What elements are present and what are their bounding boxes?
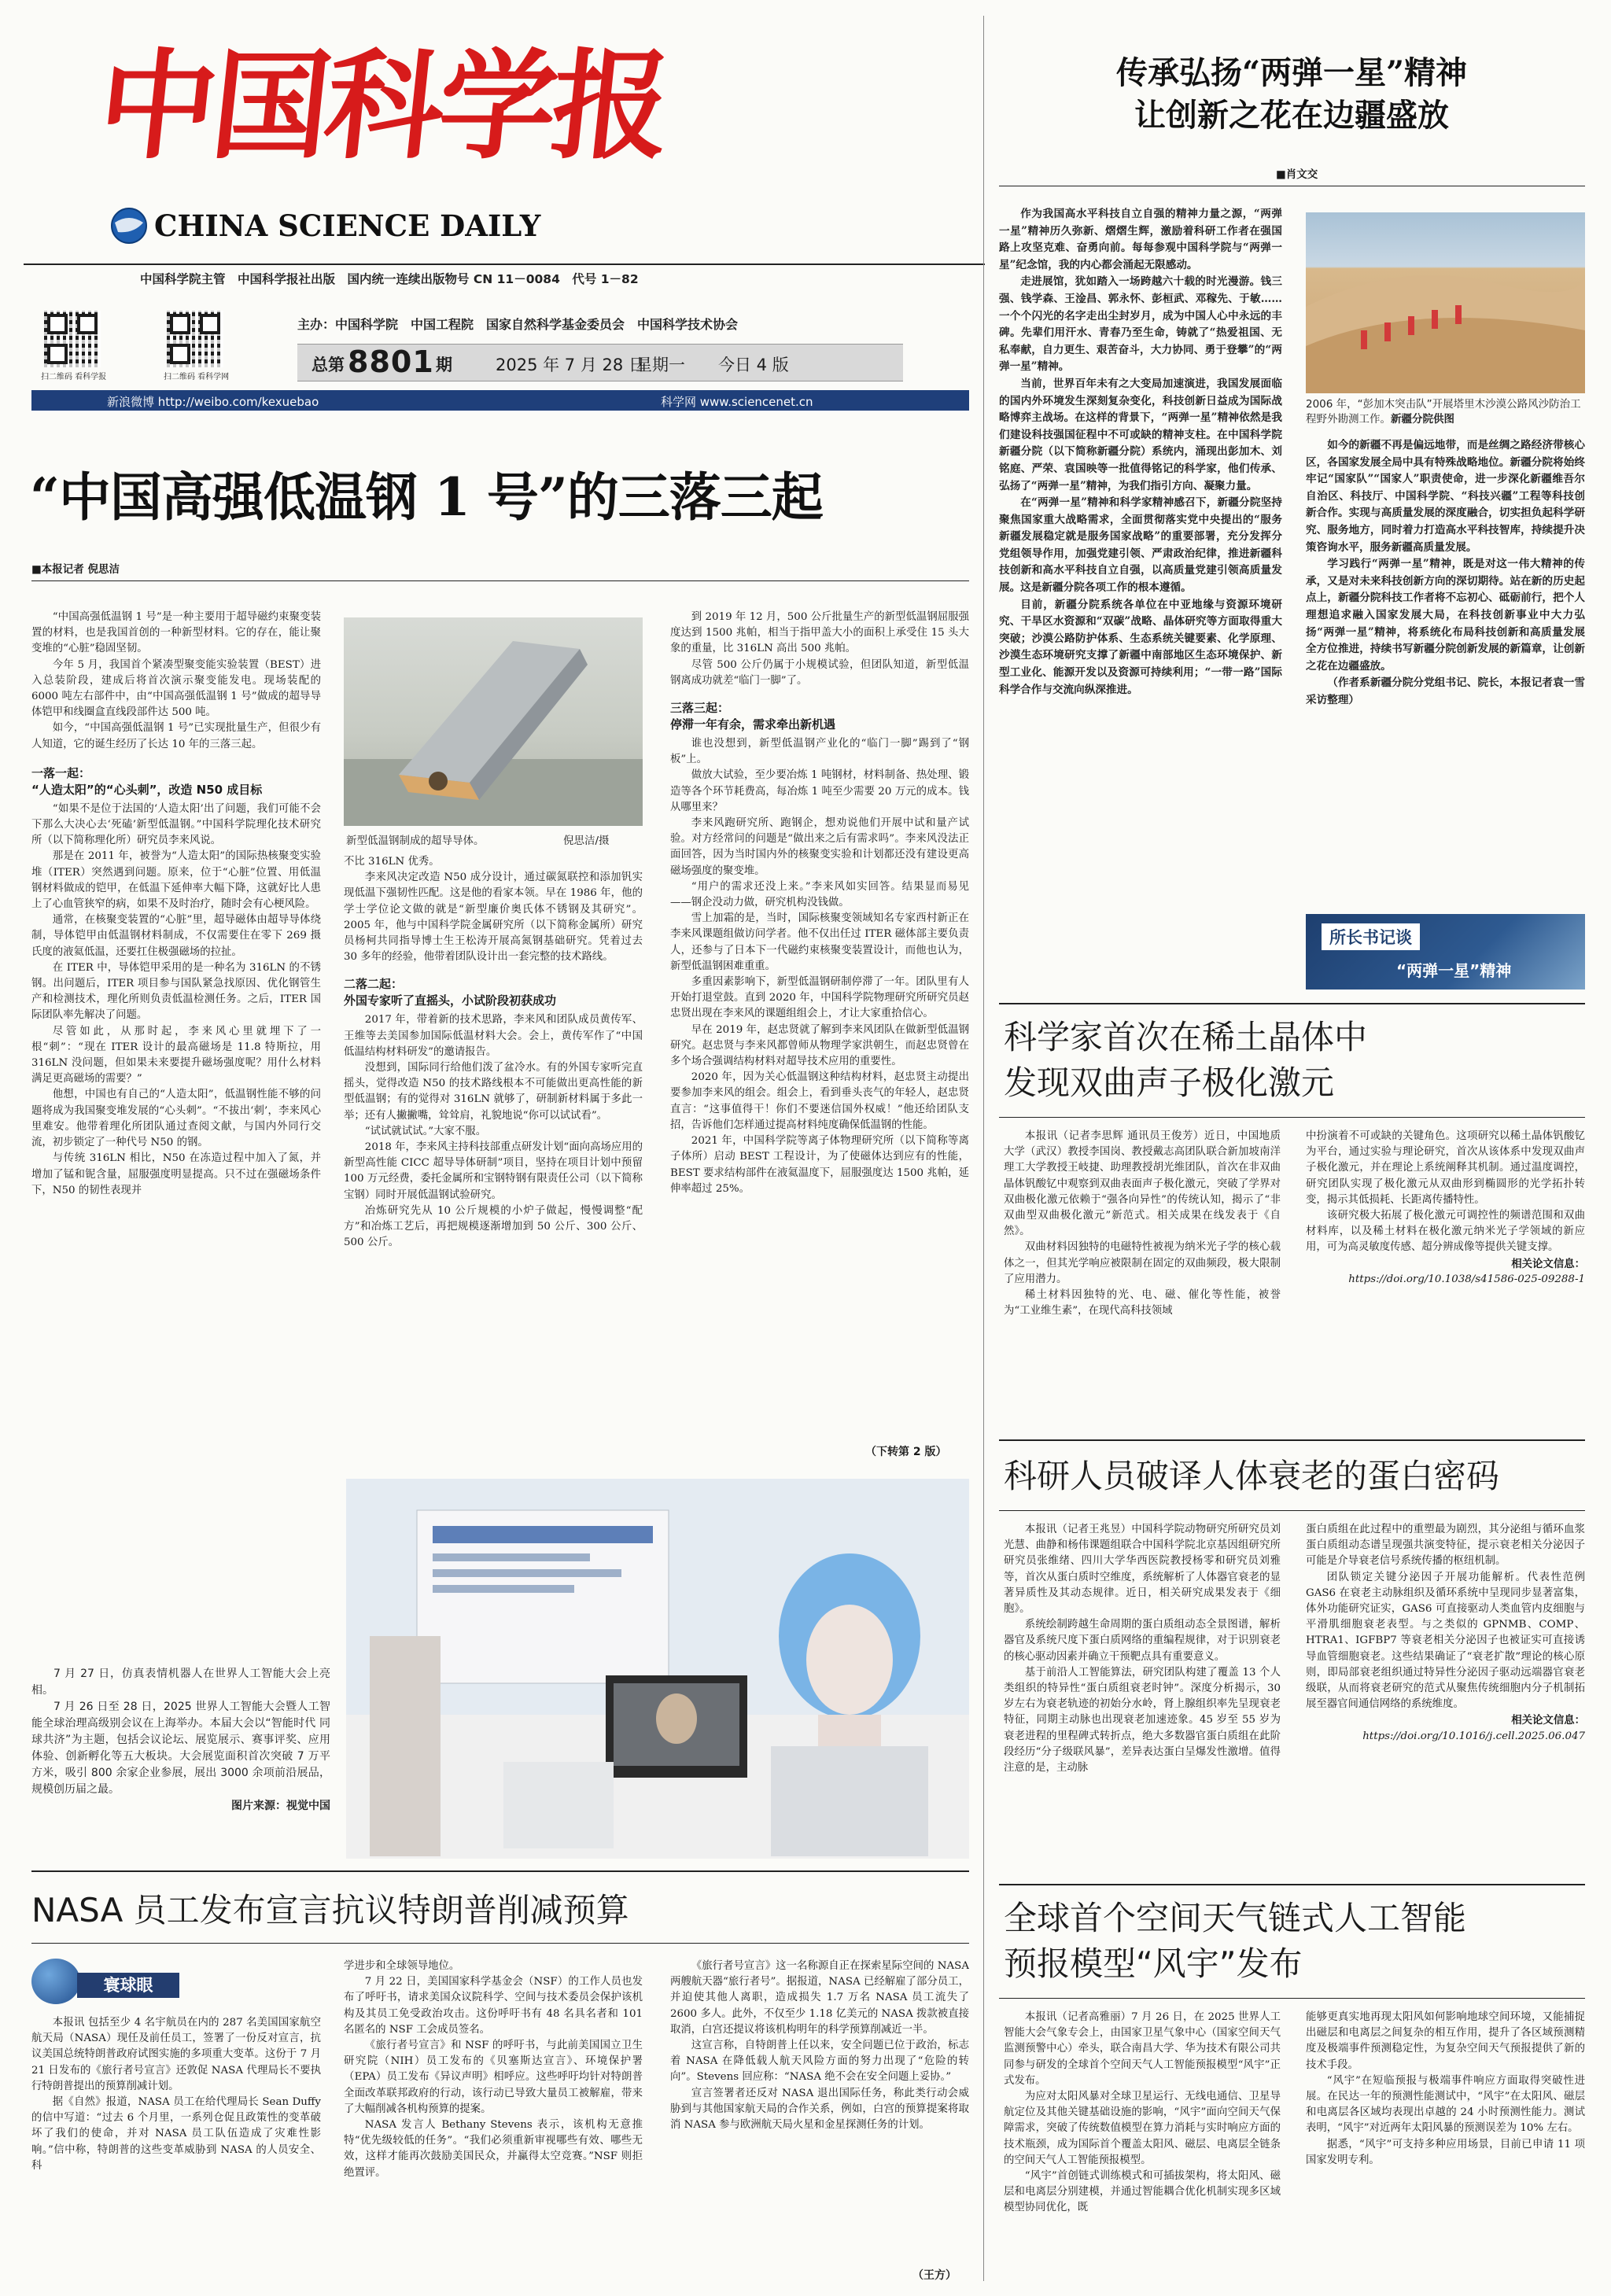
masthead-rule (24, 264, 985, 265)
lead-para: 李来风决定改造 N50 成分设计，通过碳氮联控和添加钒实现低温下强韧性匹配。这是他的看家本领。早在 1986 年，他的学士学位论文做的就是“新型廉价奥氏体不锈钢及其研究”。2005 年，他与中国科学院金属研究所（以下简称金属所）研究员杨柯共同指导博士生王松涛开展高氮钢基础研究。凭着过去 30 多年的经验，他带着团队设计出一套完整的技术路线。 (344, 872, 643, 964)
right3-para: 本报讯（记者高雅丽）7 月 26 日，在 2025 世界人工智能大会气象专会上，由国家卫星气象中心（国家空间天气监测预警中心）牵头，联合南昌大学、华为技术有限公司共同参与研发的全球首个空间天气人工智能预报模型“风宇”正式发布。 (1004, 2011, 1281, 2087)
lead-para: 今年 5 月，我国首个紧凑型聚变能实验装置（BEST）进入总装阶段，建成后将首次演示聚变能发电。现场装配的 6000 吨左右部件中，由“中国高强低温钢 1 号”做成的超导导体铠甲和线圈盒直线段部件达 500 吨。 (31, 658, 321, 719)
nasa-para: NASA 发言人 Bethany Stevens 表示，该机构无意推特“优先级较低的任务”。“我们必须重新审视哪些有效、哪些无效，这样才能再次鼓励美国民众，并赢得太空竞赛。”NSF 则拒绝置评。 (344, 2119, 643, 2179)
lead-subhead-2 (344, 976, 643, 1009)
lead-photo-credit: 倪思洁/摄 (563, 835, 610, 847)
sidebar-photo-credit: 新疆分院供图 (1391, 413, 1454, 426)
nasa-column-2 (344, 1959, 643, 2281)
right2-para: 系统绘制跨越生命周期的蛋白质组动态全景图谱，解析器官及系统尺度下蛋白质网络的重编程规律，对于识别衰老的核心驱动因素并确立干预靶点具有重要意义。 (1004, 1619, 1281, 1663)
right3-title-line-2: 预报模型“风宇”发布 (1004, 1944, 1303, 1983)
nasa-para: 学进步和全球领导地位。 (344, 1960, 460, 1972)
right2-column-a (1004, 1522, 1281, 1868)
right1-column-a (1004, 1129, 1281, 1404)
issue-weekday: 星期一 (636, 356, 685, 374)
lead-column-2 (344, 854, 643, 1452)
lead-subhead-2-text: 外国专家听了直摇头，小试阶段初获成功 (344, 993, 557, 1008)
lead-para: 2021 年，中国科学院等离子体物理研究所（以下简称等离子体所）启动 BEST 工程设计，为了使磁体达到应有的性能，BEST 要求结构部件在液氦温度下，屈服强度达 1500 兆帕，延伸率超过 25%。 (670, 1135, 969, 1195)
qr-code-newspaper[interactable] (44, 311, 101, 367)
right2-para: 本报讯（记者王兆昱）中国科学院动物研究所研究员刘光慧、曲静和杨伟课题组联合中国科学院北京基因组研究所研究员张维绪、四川大学华西医院教授杨零和研究员刘雅等，首次从蛋白质时空维度，系统解析了人体器官衰老的显著异质性及其动态规律。近日，相关研究成果发表于《细胞》。 (1004, 1524, 1281, 1616)
right2-link-url[interactable]: https://doi.org/10.1016/j.cell.2025.06.047 (1362, 1730, 1585, 1742)
qr-code-website[interactable] (167, 311, 223, 367)
issue-suffix: 期 (436, 356, 452, 374)
lead-column-1 (31, 610, 321, 1443)
lead-byline: ■本报记者 倪思洁 (31, 563, 120, 576)
lead-para: 那是在 2011 年，被誉为“人造太阳”的国际热核聚变实验堆（ITER）突然遇到问题。原来，位于“心脏”位置、用低温钢材料做成的铠甲，在低温下延伸率大幅下降，这就好比人患上了心血管狭窄的病，如果不及时治疗，随时会有心梗风险。 (31, 850, 321, 911)
right1-column-b (1306, 1129, 1585, 1404)
right3-title-line-1: 全球首个空间天气链式人工智能 (1004, 1899, 1467, 1937)
lead-para: 与传统 316LN 相比，N50 在冻造过程中加入了氮，并增加了锰和铌含量，屈服强度明显提高。只不过在强磁场条件下，N50 的韧性表现并 (31, 1152, 321, 1196)
right3-title (1004, 1896, 1466, 1987)
right1-para: 双曲材料因独特的电磁特性被视为纳米光子学的核心载体之一，但其光学响应被限制在固定的双曲频段，极大限制了应用潜力。 (1004, 1241, 1281, 1285)
sidebar-para: 如今的新疆不再是偏远地带，而是丝绸之路经济带核心区，各国家发展全局中具有特殊战略地位。新疆分院将始终牢记“国家队”“国家人”职责使命，进一步深化新疆维吾尔自治区、科技厅、中国科学院、“科技兴疆”工程等科技创新合作。实现与高质量发展的深度融合，切实担负起科学研究、服务地方，同时着力打造高水平科技智库，持续提升决策咨询水平，服务新疆高质量发展。 (1306, 439, 1585, 554)
right2-para: 基于前沿人工智能算法，研究团队构建了覆盖 13 个人类组织的特异性“蛋白质组衰老时钟”。深度分析揭示，30 岁左右为衰老轨迹的初始分水岭，肾上腺组织率先呈现衰老特征，同期主动脉也出现衰老加速迹象。45 岁至 55 岁为衰老进程的里程碑式转折点，绝大多数器官蛋白质组在此阶段经历“分子级联风暴”，差异表达蛋白呈爆发性激增。值得注意的是，主动脉 (1004, 1666, 1281, 1775)
masthead-logo: 中国科学报 (91, 37, 673, 175)
sidebar-para: 作为我国高水平科技自立自强的精神力量之源，“两弹一星”精神历久弥新、熠熠生辉，激励着科研工作者在强国路上攻坚克难、奋勇向前。每每参观中国科学院与“两弹一星”纪念馆，我的内心都会涌起无限感动。 (999, 208, 1282, 271)
right1-link-url[interactable]: https://doi.org/10.1038/s41586-025-09288-1 (1348, 1273, 1585, 1285)
sidebar-para: 在“两弹一星”精神和科学家精神感召下，新疆分院坚持聚焦国家重大战略需求，全面贯彻落实党中央提出的“服务新疆发展稳定就是服务国家战略”的重要部署，充分发挥分党组领导作用，加强党建引领、严肃政治纪律，推进新疆科技创新和高水平科技自立自强，以高质量党建引领高质量发展。这是新疆分院各项工作的根本遵循。 (999, 496, 1282, 595)
sidebar-column-a (999, 206, 1282, 949)
lead-subhead-1-text: “人造太阳”的“心头刺”，改造 N50 成目标 (31, 782, 263, 797)
right3-para: “风宇”首创链式训练模式和可插拔架构，将太阳风、磁层和电离层分别建模，并通过智能耦合优化机制实现多区域模型协同优化，既 (1004, 2170, 1281, 2214)
right2-title: 科研人员破译人体衰老的蛋白密码 (1004, 1457, 1500, 1495)
lead-subhead-3-label: 三落三起： (670, 701, 730, 716)
lead-para: 做放大试验，至少要冶炼 1 吨钢材，材料制备、热处理、锻造等各个环节耗费高，每冶炼 1 吨至少需要 20 万元的成本。钱从哪里来？ (670, 769, 969, 813)
column-divider (983, 16, 984, 2281)
robot-caption-line-2: 7 月 26 日至 28 日，2025 世界人工智能大会暨人工智能全球治理高级别会议在上海举办。本届大会以“智能时代 同球共济”为主题，包括会议论坛、展览展示、赛事评奖、应用体验、创新孵化等五大板块。大会展览面积首次突破 7 万平方米，吸引 800 余家企业参展，展出 3000 余项前沿展品，规模创历届之最。 (31, 1701, 330, 1796)
qr-label-1: 扫二维码 看科学报 (41, 373, 107, 381)
right-rule-3 (999, 1884, 1585, 1885)
nasa-column-3 (670, 1959, 969, 2265)
lead-para: 谁也没想到，新型低温钢产业化的“临门一脚”踢到了“钢板”上。 (670, 738, 969, 766)
sidebar-para: 当前，世界百年未有之大变局加速演进，我国发展面临的国内外环境发生深刻复杂变化，科技创新日益成为国际战略博弈主战场。在这样的背景下，“两弹一星”精神依然是我们建设科技强国征程中不可或缺的精神支柱。在中国科学院新疆分院（以下简称新疆分院）系统内，涌现出彭加木、刘铭庭、严荣、袁国映等一批值得铭记的科学家，他们传承、弘扬了“两弹一星”精神，为我们指引方向、凝聚力量。 (999, 377, 1282, 492)
lead-subhead-3-text: 停滞一年有余，需求牵出新机遇 (670, 717, 836, 732)
lead-para: 如今，“中国高强低温钢 1 号”已实现批量生产，但很少有人知道，它的诞生经历了长达 10 年的三落三起。 (31, 722, 321, 750)
right1-rule (999, 1117, 1585, 1118)
lead-subhead-2-label: 二落二起： (344, 977, 404, 992)
right1-para: 稀土材料因独特的光、电、磁、催化等性能，被誉为“工业维生素”，在现代高科技领域 (1004, 1289, 1281, 1318)
lead-para: 尽管 500 公斤仍属于小规模试验，但团队知道，新型低温钢离成功就差“临门一脚”了。 (670, 658, 969, 687)
nasa-title: NASA 员工发布宣言抗议特朗普削减预算 (31, 1891, 629, 1929)
lead-subhead-1-label: 一落一起： (31, 765, 91, 780)
right1-para: 中扮演着不可或缺的关键角色。这项研究以稀土晶体钒酸钇为平台，通过实验与理论研究，首次从该体系中发现双曲声子极化激元，并在理论上系统阐释其机制。通过温度调控，研究团队实现了极化激元从双曲形到椭圆形的光学拓扑转变，揭示其低损耗、长距离传播特性。 (1306, 1130, 1585, 1206)
right2-rule (999, 1510, 1585, 1511)
mid-rule (31, 1870, 969, 1872)
sidebar-photo-caption-text: 2006 年，“彭加木突击队”开展塔里木沙漠公路风沙防治工程野外勘测工作。 (1306, 398, 1581, 426)
website-link[interactable]: 科学网 www.sciencenet.cn (661, 395, 813, 409)
right-rule-1 (999, 1003, 1585, 1004)
sidebar-banner-bottom: “两弹一星”精神 (1396, 961, 1512, 980)
sidebar-photo-desert (1306, 212, 1585, 393)
robot-caption-credit: 图片来源：视觉中国 (231, 1800, 330, 1812)
lead-para: 2020 年，因为关心低温钢这种结构材料，赵忠贤主动提出要参加李来风的组会。组会上，看到垂头丧气的年轻人，赵忠贤直言：“这事值得干！你们不要迷信国外权威！”他还给团队支招，告诉他们怎样通过提高材料纯度确保低温钢的性能。 (670, 1071, 969, 1131)
sidebar-headline-line-1: 传承弘扬“两弹一星”精神 (1115, 54, 1467, 91)
lead-para: 2017 年，带着新的技术思路，李来风和团队成员黄传军、王维等去美国参加国际低温材料大会。会上，黄传军作了“中国低温结构材料研发”的邀请报告。 (344, 1014, 643, 1058)
nasa-para: 宣言签署者还反对 NASA 退出国际任务，称此类行动会威胁到与其他国家航天局的合作关系，例如，白宫的预算提案将取消 NASA 参与欧洲航天局火星和金星探测任务的计划。 (670, 2087, 969, 2132)
lead-para: 早在 2019 年，赵忠贤就了解到李来风团队在做新型低温钢研究。赵忠贤与李来风都曾师从物理学家洪朝生，而赵忠贤曾在多个场合强调结构材料对超导技术应用的重要性。 (670, 1023, 969, 1068)
nasa-para: 7 月 22 日，美国国家科学基金会（NSF）的工作人员也发布了呼吁书，请求美国众议院科学、空间与技术委员会保护该机构及其员工免受政治攻击。这份呼吁书有 48 名具名者和 101 名匿名的 NSF 工会成员签名。 (344, 1976, 643, 2036)
lead-para: 李来风跑研究所、跑钢企，想劝说他们开展中试和量产试验。对方经常问的问题是“做出来之后有需求吗”。李来风没法正面回答，因为当时国内外的核聚变实验和计划都还没有建设更高磁场强度的聚变堆。 (670, 817, 969, 877)
lead-rule (31, 580, 969, 581)
right3-para: 能够更真实地再现太阳风如何影响地球空间环境，又能捕捉出磁层和电离层之间复杂的相互作用，提升了各区域预测精度及极端事件预测稳定性，为复杂空间天气预报提供了新的技术手段。 (1306, 2011, 1585, 2071)
lead-para: 冶炼研究先从 10 公斤规模的小炉子做起，慢慢调整“配方”和冶炼工艺后，再把规模逐渐增加到 50 公斤、300 公斤、500 公斤。 (344, 1204, 643, 1249)
link-bar (31, 390, 969, 411)
nasa-para: 本报讯 包括至少 4 名宇航员在内的 287 名美国国家航空航天局（NASA）现任及前任员工，签署了一份反对宣言，抗议美国总统特朗普政府试图实施的多项重大变革。这份于 7 月 21 日发布的《旅行者号宣言》还敦促 NASA 代理局长不要执行特朗普提出的预算削减计划。 (31, 2017, 321, 2092)
weibo-link[interactable]: 新浪微博 http://weibo.com/kexuebao (107, 395, 319, 409)
lead-subhead-3 (670, 700, 969, 733)
robot-photo (346, 1479, 969, 1859)
right1-para: 本报讯（记者李思辉 通讯员王俊芳）近日，中国地质大学（武汉）教授李国岗、教授戴志高团队联合新加坡南洋理工大学教授王岐捷、助理教授胡光维团队，首次在非双曲晶体钒酸钇中观察到双曲表面声子极化激元，突破了学界对双曲极化激元依赖于“强各向异性”的传统认知，揭示了“非双曲型双曲极化激元”新范式。相关成果在线发表于《自然》。 (1004, 1130, 1281, 1238)
right2-link-label: 相关论文信息： (1511, 1714, 1585, 1727)
lead-para: 没想到，国际同行给他们泼了盆冷水。有的外国专家听完直摇头，觉得改造 N50 的技术路线根本不可能做出更高性能的新型低温钢；有的觉得对 316LN 就够了，研制新材料属于多此一举；还有人撇撇嘴，耸耸肩，礼貌地说“你可以试试看”。 (344, 1062, 643, 1122)
lead-para: 多重因素影响下，新型低温钢研制停滞了一年。团队里有人开始打退堂鼓。直到 2020 年，中国科学院物理研究所研究员赵忠贤出现在李来风的课题组组会上，才让大家重拾信心。 (670, 976, 969, 1020)
lead-para: 通常，在核聚变装置的“心脏”里，超导磁体由超导导体绕制，导体铠甲由低温钢材料制成，不仅需要住在零下 269 摄氏度的液氦低温，还要扛住极强磁场的拉扯。 (31, 914, 321, 958)
qr-label-2: 扫二维码 看科学网 (164, 373, 230, 381)
hosts-line: 主办：中国科学院 中国工程院 国家自然科学基金委员会 中国科学技术协会 (297, 317, 739, 332)
nasa-para: 这宣言称，自特朗普上任以来，安全问题已位于政治，标志着 NASA 在降低载人航天风险方面的努力出现了“危险的转向”。Stevens 回应称：“NASA 绝不会在安全问题上妥协。” (670, 2040, 969, 2084)
right3-para: 为应对太阳风暴对全球卫星运行、无线电通信、卫星导航定位及其他关键基础设施的影响，“风宇”面向空间天气保障需求，突破了传统数值模型在算力消耗与实时响应方面的技术瓶颈，成为国际首个覆盖太阳风、磁层、电离层全链条的空间天气人工智能预报模型。 (1004, 2091, 1281, 2166)
sidebar-para: 学习践行“两弹一星”精神，既是对这一伟大精神的传承，又是对未来科技创新方向的深切期待。站在新的历史起点上，新疆分院科技工作者将不忘初心、砥砺前行，把个人理想追求融入国家发展大局，在科技创新事业中大力弘扬“两弹一星”精神，将系统化布局科技创新和高质量发展全方位推进，持续书写新疆分院创新发展的新篇章，让创新之花在边疆盛放。 (1306, 558, 1585, 673)
lead-para: “用户的需求还没上来。”李来风如实回答。结果显而易见——钢企没动力做，研究机构没钱做。 (670, 880, 969, 909)
lead-para: 不比 316LN 优秀。 (344, 856, 440, 868)
lead-photo-caption: 新型低温钢制成的超导导体。 (346, 835, 485, 847)
sidebar-headline (993, 52, 1591, 137)
right1-link-label: 相关论文信息： (1511, 1257, 1585, 1270)
nasa-para: 《旅行者号宣言》这一名称源自正在探索星际空间的 NASA 两艘航天器“旅行者号”。据报道，NASA 已经解雇了部分员工，并迫使其他人离职，造成损失 1.7 万名 NASA 员工流失了 2600 多人。此外，不仅至少 1.18 亿美元的 NASA 拨款被直接取消，白宫还提议将该机构明年的科学预算削减近一半。 (670, 1960, 969, 2036)
issue-pages: 今日 4 版 (718, 356, 789, 374)
nasa-credit: （王方） (912, 2269, 957, 2282)
right3-column-a (1004, 2010, 1281, 2281)
lead-para: 2018 年，李来风主持科技部重点研发计划“面向高场应用的新型高性能 CICC 超导导体研制”项目，坚持在项目计划中预留 100 万元经费，委托金属所和宝钢特钢有限责任公司（以下简称宝钢）同时开展低温钢试验研究。 (344, 1141, 643, 1201)
sidebar-signature: （作者系新疆分院分党组书记、院长，本报记者袁一雪采访整理） (1306, 676, 1585, 706)
english-name: CHINA SCIENCE DAILY (154, 208, 541, 243)
lead-para: 雪上加霜的是，当时，国际核聚变领域知名专家西村新正在李来风课题组做访问学者。他不仅出任过 ITER 磁体部主要负责人，还参与了日本下一代磁约束核聚变装置设计，而他也认为，新型低温钢困难重重。 (670, 912, 969, 972)
right3-para: “风宇”在短临预报与极端事件响应方面取得突破性进展。在民达一年的预测性能测试中，“风宇”在太阳风、磁层和电离层各区域均表现出卓越的 24 小时预测性能力。测试表明，“风宇”对近两年太阳风暴的预测误差为 10% 左右。 (1306, 2074, 1585, 2135)
right3-rule (999, 1998, 1585, 1999)
nasa-para: 据《自然》报道，NASA 员工在给代理局长 Sean Duffy 的信中写道：“过去 6 个月里，一系列仓促且政策性的变革破坏了我们的使命，并对 NASA 员工队伍造成了灾难性影响。”信中称，特朗普的这些变革威胁到 NASA 的人员安全、科 (31, 2096, 321, 2172)
column-logo-label: 寰球眼 (77, 1973, 179, 1998)
nasa-column-1 (31, 2015, 321, 2283)
right2-para: 蛋白质组在此过程中的重塑最为剧烈，其分泌组与循环血浆蛋白质组动态谱呈现强共演变特征，提示衰老相关分泌因子可能是介导衰老信号系统传播的枢纽机制。 (1306, 1524, 1585, 1568)
right3-column-b (1306, 2010, 1585, 2281)
right3-para: 据悉，“风宇”可支持多种应用场景，目前已申请 11 项国家发明专利。 (1306, 2138, 1585, 2166)
column-logo (31, 1959, 181, 2004)
right1-para: 该研究极大拓展了极化激元可调控性的频谱范围和双曲材料库，以及稀土材料在极化激元纳米光子学领域的新应用，可为高灵敏度传感、超分辨成像等提供关键支撑。 (1306, 1210, 1585, 1254)
nasa-rule (31, 1943, 969, 1944)
lead-continue-note: （下转第 2 版） (865, 1446, 947, 1458)
right1-title-line-2: 发现双曲声子极化激元 (1004, 1063, 1335, 1102)
robot-caption (31, 1666, 330, 1815)
right1-title (1004, 1015, 1367, 1106)
right1-title-line-1: 科学家首次在稀土晶体中 (1004, 1018, 1368, 1056)
right2-para: 团队锁定关键分泌因子开展功能解析。代表性范例 GAS6 在衰老主动脉组织及循环系统中呈现同步显著富集，体外功能研究证实，GAS6 可直接驱动人类血管内皮细胞与平滑肌细胞衰老表型。与之类似的 GPNMB、COMP、HTRA1、IGFBP7 等衰老相关分泌因子也被证实可直接诱导血管细胞衰老。这些结果确证了“衰老扩散”理论的核心原则，即局部衰老组织通过特异性分泌因子驱动远端器官衰老级联，从而将衰老研究的范式从聚焦传统细胞内分子机制拓展至器官间通信网络的系统维度。 (1306, 1571, 1585, 1711)
issue-bar (297, 344, 903, 381)
lead-para: “试试就试试。”大家不服。 (364, 1125, 487, 1137)
sidebar-banner (1306, 914, 1585, 990)
issue-prefix: 总第 (312, 356, 345, 374)
sidebar-byline: ■肖文交 (1276, 168, 1318, 181)
lead-para: 在 ITER 中，导体铠甲采用的是一种名为 316LN 的不锈钢。出问题后，ITER 项目参与国队紧急找原因、优化钢管生产和检测技术，理化所则负责低温检测任务。之后，ITER 国际团队率先解决了问题。 (31, 961, 321, 1022)
sidebar-headline-line-2: 让创新之花在边疆盛放 (1134, 97, 1449, 134)
right-rule-2 (999, 1439, 1585, 1441)
lead-photo-superconductor (344, 617, 643, 826)
issue-number: 8801 (348, 345, 434, 379)
sidebar-banner-top: 所长书记谈 (1322, 923, 1420, 950)
right2-column-b (1306, 1522, 1585, 1868)
sponsor-line: 中国科学院主管 中国科学报社出版 国内统一连续出版物号 CN 11－0084 代号 1－82 (140, 272, 639, 286)
lead-para: 到 2019 年 12 月，500 公斤批量生产的新型低温钢屈服强度达到 1500 兆帕，相当于指甲盖大小的面积上承受住 15 头大象的重量，比 316LN 高出 500 兆帕。 (670, 611, 969, 655)
issue-date: 2025 年 7 月 28 日 (496, 356, 645, 374)
robot-caption-line-1: 7 月 27 日，仿真表情机器人在世界人工智能大会上亮相。 (31, 1668, 330, 1697)
lead-para: “中国高强低温钢 1 号”是一种主要用于超导磁约束聚变装置的材料，也是我国首创的一种新型材料。它的存在，能让聚变堆的“心脏”稳固坚韧。 (31, 611, 321, 655)
lead-subhead-1 (31, 765, 321, 798)
globe-icon (31, 1959, 80, 2004)
globe-icon (110, 207, 148, 245)
lead-title: “中国高强低温钢 1 号”的三落三起 (30, 466, 823, 528)
sidebar-para: 走进展馆，犹如踏入一场跨越六十载的时光漫游。钱三强、钱学森、王淦昌、郭永怀、彭桓武、邓稼先、于敏……一个个闪光的名字走出尘封岁月，成为中国人心中永远的丰碑。先辈们用汗水、青春乃至生命，铸就了“热爱祖国、无私奉献，自力更生、艰苦奋斗，大力协同、勇于登攀”的“两弹一星”精神。 (999, 275, 1282, 374)
sidebar-column-b (1306, 437, 1585, 878)
nasa-para: 《旅行者号宣言》和 NSF 的呼吁书，与此前美国国立卫生研究院（NIH）员工发布的《贝塞斯达宣言》、环境保护署（EPA）员工发布《异议声明》相呼应。这些呼吁均针对特朗普全面改革联邦政府的行动，该行动已导致大量员工被解雇，带来了大幅削减各机构预算的提案。 (344, 2040, 643, 2115)
lead-column-3 (670, 610, 969, 1435)
lead-para: 尽管如此，从那时起，李来风心里就埋下了一根“刺”：“现在 ITER 设计的最高磁场是 11.8 特斯拉，用 316LN 没问题，但如果未来要提升磁场强度呢？用什么材料满足更高磁场的需要？” (31, 1025, 321, 1085)
sidebar-para: 目前，新疆分院系统各单位在中亚地缘与资源环境研究、干旱区水资源和“双碳”战略、晶体研究等方面取得重大突破；沙漠公路防护体系、生态系统关键要素、化学原理、沙漠生态环境研究支撑了新疆中南部地区生态环境保护、新型工业化、能源开发以及资源可持续利用；“一带一路”国际科学合作与交流向纵深推进。 (999, 598, 1282, 696)
lead-para: 他想，中国也有自己的“人造太阳”，低温钢性能不够的问题将成为我国聚变堆发展的“心头刺”。“不拔出‘刺’，李来风心里难安。他带着理化所团队通过查阅文献，与国内外同行交流，初步锁定了一种代号 N50 的钢。 (31, 1089, 321, 1149)
lead-para: “如果不是位于法国的‘人造太阳’出了问题，我们可能不会下那么大决心去‘死磕’新型低温钢。”中国科学院理化技术研究所（以下简称理化所）研究员李来风说。 (31, 802, 321, 847)
sidebar-photo-caption (1306, 397, 1585, 427)
